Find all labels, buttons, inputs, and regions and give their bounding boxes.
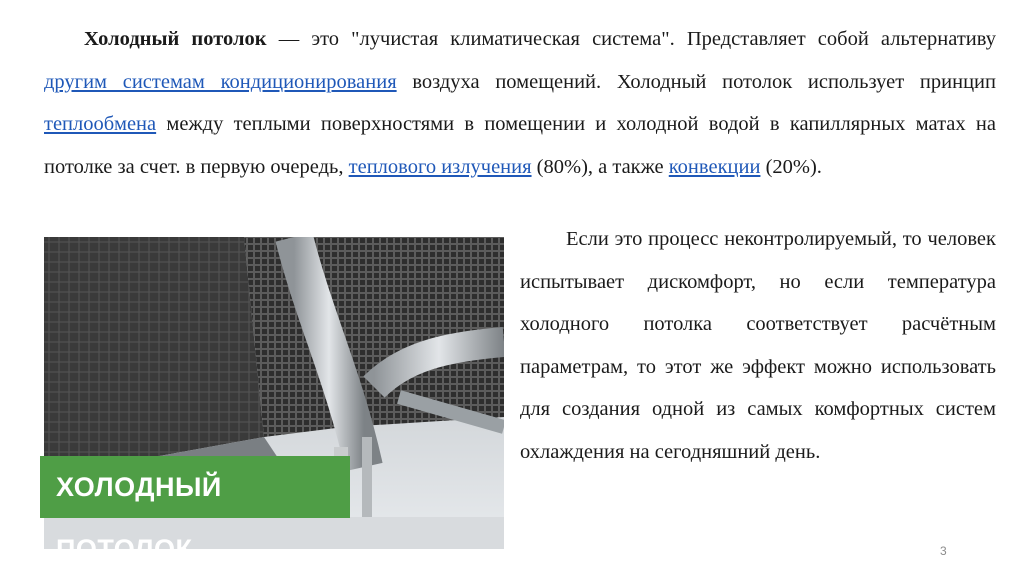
term-bold: Холодный потолок — [84, 28, 267, 50]
link-ac-systems[interactable]: другим системам кондиционирования — [44, 70, 397, 93]
intro-paragraph — [44, 18, 996, 188]
page-number: 3 — [940, 544, 947, 558]
intro-text-5: (20%). — [760, 155, 822, 178]
link-convection[interactable]: конвекции — [668, 155, 761, 178]
explanation-paragraph: Если это процесс неконтролируемый, то человек испытывает дискомфорт, но если температура холодного потолка соответствует расчётным параметрам, то этот же эффект можно использовать для создания одной из самых комфортных систем охлаждения на сегодняшний день. — [520, 228, 996, 463]
intro-text-2: воздуха помещений. Холодный потолок использует принцип — [396, 70, 996, 93]
link-thermal-radiation[interactable]: теплового излучения — [348, 155, 532, 178]
intro-text-4: (80%), а также — [531, 155, 669, 178]
intro-text-1: — это "лучистая климатическая система". Представляет собой альтернативу — [266, 28, 997, 50]
photo-caption-banner: ХОЛОДНЫЙ ПОТОЛОК — [40, 456, 350, 518]
intro-text-3: между теплыми поверхностями в помещении и холодной водой в капиллярных матах на потолке за счет. в первую очередь, — [44, 113, 996, 178]
link-heat-exchange[interactable]: теплообмена — [44, 113, 157, 135]
